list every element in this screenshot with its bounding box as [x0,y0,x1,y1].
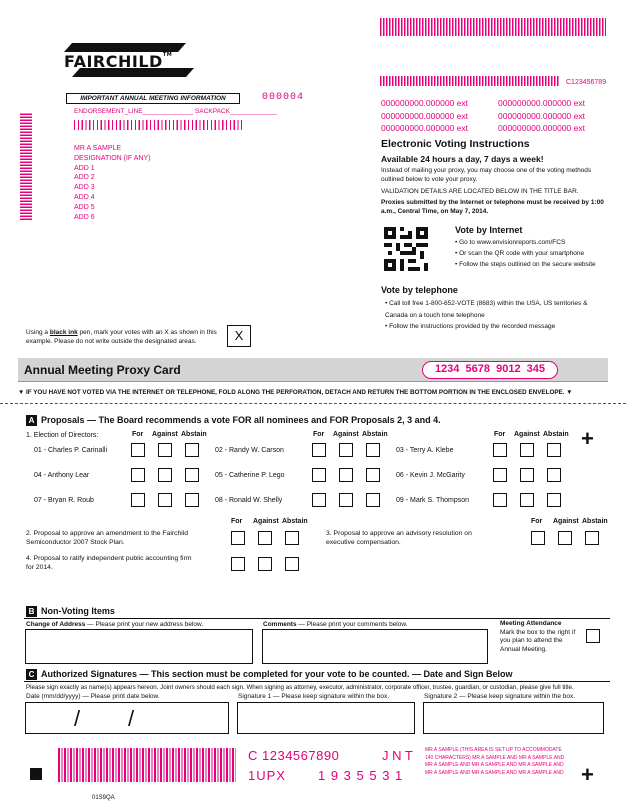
vote-against-checkbox[interactable] [339,468,353,482]
fold-notice-text: IF YOU HAVE NOT VOTED VIA THE INTERNET OR TELEPHONE, FOLD ALONG THE PERFORATION, DETACH AND RETURN THE BOTTOM PORTION IN THE ENCLOSED ENVELOPE. [25,389,565,396]
address-line: ADD 4 [74,193,95,201]
vote-for-checkbox[interactable] [131,468,145,482]
top-barcode [380,18,606,36]
triangle-down-icon: ▼ [566,389,573,396]
ext-line: 000000000.000000 ext [498,123,585,133]
date-slash: / [74,706,81,731]
header-for: For [531,518,543,525]
date-slash: / [128,706,135,731]
proposal-3-text: 3. Proposal to approve an advisory resolution on executive compensation. [326,530,472,546]
attendance-title: Meeting Attendance [500,620,562,627]
evoting-title: Electronic Voting Instructions [381,138,530,150]
vote-abstain-checkbox[interactable] [366,443,380,457]
vote-against-checkbox[interactable] [520,468,534,482]
logo-tm: TM [162,52,173,58]
footer-control-number: C 1234567890 [248,748,340,763]
triangle-down-icon: ▼ [18,389,25,396]
header-abstain: Abstain [543,431,569,438]
card-validation-code: 1234 5678 9012 345 [422,361,558,379]
vote-against-checkbox[interactable] [339,493,353,507]
change-address-title: Change of Address [26,621,86,628]
control-barcode [380,76,560,86]
address-line: ADD 3 [74,184,95,192]
internet-step: • Go to www.envisionreports.com/FCS [455,239,566,246]
qr-code-icon [384,227,428,271]
evoting-deadline: Proxies submitted by the Internet or telephone must be received by 1:00 a.m., Central Time, on May 7, 2014. [381,199,604,215]
footer-sample-text [425,747,564,777]
proposal-2-text: 2. Proposal to approve an amendment to the Fairchild Semiconductor 2007 Stock Plan. [26,530,189,546]
vote-abstain-checkbox[interactable] [185,493,199,507]
section-c-title: Authorized Signatures — This section must be completed for your vote to be counted. — Date and Sign Below [41,669,513,679]
header-for: For [494,431,506,438]
example-mark-box: X [227,325,251,347]
nominee-label: 03 - Terry A. Klebe [396,447,454,454]
address-line: ADD 1 [74,164,95,172]
signature-1-field[interactable] [237,702,415,734]
proposal-4-for[interactable] [231,557,245,571]
sample-line: MR A SAMPLE (THIS AREA IS SET UP TO ACCOMMODATE [425,747,562,753]
vote-against-checkbox[interactable] [158,493,172,507]
fold-notice [18,389,608,396]
nominee-label: 06 - Kevin J. McGarity [396,472,465,479]
header-abstain: Abstain [181,431,207,438]
ext-line: 000000000.000000 ext [381,123,468,133]
ext-line: 000000000.000000 ext [381,110,468,121]
section-c-header [26,669,513,680]
notice-number: 000004 [262,92,305,103]
evoting-validation: VALIDATION DETAILS ARE LOCATED BELOW IN THE TITLE BAR. [381,188,579,195]
ink-instructions [26,328,226,346]
section-b-rule [24,618,610,619]
card-title: Annual Meeting Proxy Card [24,363,181,377]
proposal-2-against[interactable] [258,531,272,545]
section-a-title: Proposals — The Board recommends a vote FOR all nominees and FOR Proposals 2, 3 and 4. [41,415,441,425]
change-address-hint: — Please print your new address below. [85,621,204,628]
date-label: Date (mm/dd/yyyy) — Please print date below. [26,693,160,700]
fairchild-logo [64,40,204,80]
proposal-4-against[interactable] [258,557,272,571]
ink-text: pen, mark your votes with an X as shown in this example. Please do not write outside the designated areas. [26,329,217,345]
vote-for-checkbox[interactable] [131,493,145,507]
notice-box: IMPORTANT ANNUAL MEETING INFORMATION [66,93,240,104]
vote-internet-title: Vote by Internet [455,225,523,235]
corner-mark-icon [30,768,42,780]
vote-abstain-checkbox[interactable] [547,443,561,457]
ext-line: 000000000.000000 ext [381,98,468,108]
vote-phone-title: Vote by telephone [381,285,458,295]
comments-hint: — Please print your comments below. [296,621,408,628]
address-line: ADD 2 [74,174,95,182]
signature-1-label: Signature 1 — Please keep signature within the box. [238,693,390,700]
vote-for-checkbox[interactable] [493,493,507,507]
footer-barcode [58,748,236,782]
vote-for-checkbox[interactable] [312,468,326,482]
ext-left [381,97,468,135]
form-code: 01S9QA [92,795,115,801]
ext-right [498,97,585,135]
ink-text: Using a [26,329,50,336]
proposal-3-against[interactable] [558,531,572,545]
nominee-label: 01 - Charles P. Carinalli [34,447,108,454]
address-line: MR A SAMPLE [74,145,122,152]
date-field[interactable] [25,702,229,734]
proposal-3-abstain[interactable] [585,531,599,545]
nominee-label: 02 - Randy W. Carson [215,447,284,454]
evoting-intro: Instead of mailing your proxy, you may choose one of the voting methods outlined below to vote your proxy. [381,167,592,183]
proposal-2-abstain[interactable] [285,531,299,545]
address-line: DESIGNATION (IF ANY) [74,154,151,162]
section-c-rule [24,681,610,682]
section-a-header [26,415,441,426]
ext-line: 000000000.000000 ext [498,110,585,121]
signature-2-field[interactable] [423,702,604,734]
vote-abstain-checkbox[interactable] [185,468,199,482]
header-abstain: Abstain [282,518,308,525]
address-line: ADD 5 [74,203,95,211]
plus-mark-icon: + [581,762,594,787]
attendance-text: Mark the box to the right if you plan to attend the Annual Meeting. [500,628,576,653]
header-for: For [231,518,243,525]
footer-number: 1 9 3 5 5 3 1 [318,768,404,783]
header-against: Against [253,518,279,525]
card-title-bar [18,358,608,382]
comments-label [263,621,408,628]
vote-abstain-checkbox[interactable] [547,493,561,507]
perforation-line[interactable] [0,403,626,404]
sample-line: MR A SAMPLE AND MR A SAMPLE AND MR A SAMPLE AND [425,762,564,768]
change-address-label [26,621,203,628]
change-address-field[interactable] [25,629,253,664]
vote-for-checkbox[interactable] [312,493,326,507]
control-id: C123456789 [566,79,607,86]
nominee-label: 07 - Bryan R. Roub [34,497,94,504]
section-b-title: Non-Voting Items [41,606,115,616]
ext-line: 000000000.000000 ext [498,98,585,108]
proposal-3-for[interactable] [531,531,545,545]
vote-abstain-checkbox[interactable] [185,443,199,457]
internet-step: • Or scan the QR code with your smartphone [455,250,585,257]
logo-text: FAIRCHILD [64,52,163,71]
header-against: Against [553,518,579,525]
header-for: For [313,431,325,438]
vote-for-checkbox[interactable] [493,468,507,482]
election-label: 1. Election of Directors: [26,432,99,439]
vote-against-checkbox[interactable] [158,468,172,482]
vote-for-checkbox[interactable] [493,443,507,457]
header-against: Against [333,431,359,438]
address-line: ADD 6 [74,213,95,221]
vote-abstain-checkbox[interactable] [547,468,561,482]
nominee-label: 04 - Anthony Lear [34,472,90,479]
sample-line: 140 CHARACTERS) MR A SAMPLE AND MR A SAMPLE AND [425,754,565,761]
section-b-header [26,606,115,617]
nominee-label: 09 - Mark S. Thompson [396,497,470,504]
evoting-panel [381,138,606,216]
side-barcode [20,113,32,220]
endorsement-line: ENDORSEMENT_LINE______________ SACKPACK_____________ [74,108,277,115]
postal-barcode [74,120,242,130]
ink-emphasis: black ink [49,329,78,336]
section-a-letter: A [26,415,37,426]
comments-title: Comments [263,621,297,628]
vote-for-checkbox[interactable] [312,443,326,457]
evoting-subtitle: Available 24 hours a day, 7 days a week! [381,154,544,164]
vote-for-checkbox[interactable] [131,443,145,457]
header-against: Against [152,431,178,438]
header-against: Against [514,431,540,438]
phone-step: • Follow the instructions provided by the recorded message [385,323,556,330]
vote-abstain-checkbox[interactable] [366,493,380,507]
vote-against-checkbox[interactable] [158,443,172,457]
internet-step: • Follow the steps outlined on the secure website [455,261,596,268]
header-abstain: Abstain [582,518,608,525]
signature-2-label: Signature 2 — Please keep signature within the box. [424,693,576,700]
vote-against-checkbox[interactable] [520,443,534,457]
footer-code: 1UPX [248,768,286,783]
vote-against-checkbox[interactable] [339,443,353,457]
plus-mark-icon: + [581,426,594,451]
meeting-attendance-checkbox[interactable] [586,629,600,643]
footer-initials: J N T [382,748,413,763]
comments-field[interactable] [262,629,488,664]
sample-line: MR A SAMPLE AND MR A SAMPLE AND MR A SAMPLE AND [425,769,564,776]
meeting-attendance [500,620,584,654]
section-b-letter: B [26,606,37,617]
signature-instructions: Please sign exactly as name(s) appears hereon. Joint owners should each sign. When signing as attorney, executor, administrator, corporate officer, trustee, guardian, or custodian, please give full title. [26,684,574,691]
vote-abstain-checkbox[interactable] [366,468,380,482]
proposal-4-abstain[interactable] [285,557,299,571]
header-for: For [132,431,144,438]
header-abstain: Abstain [362,431,388,438]
vote-internet [455,225,615,268]
vote-phone [381,285,601,330]
nominee-label: 08 - Ronald W. Shelly [215,497,283,504]
vote-against-checkbox[interactable] [520,493,534,507]
proposal-2-for[interactable] [231,531,245,545]
section-c-letter: C [26,669,37,680]
mailing-address [74,144,151,222]
phone-step: • Call toll free 1-800-652-VOTE (8683) within the USA, US territories & Canada on a touch tone telephone [385,300,588,319]
proposal-4-text: 4. Proposal to ratify independent public accounting firm for 2014. [26,555,192,571]
nominee-label: 05 - Catherine P. Lego [215,472,285,479]
